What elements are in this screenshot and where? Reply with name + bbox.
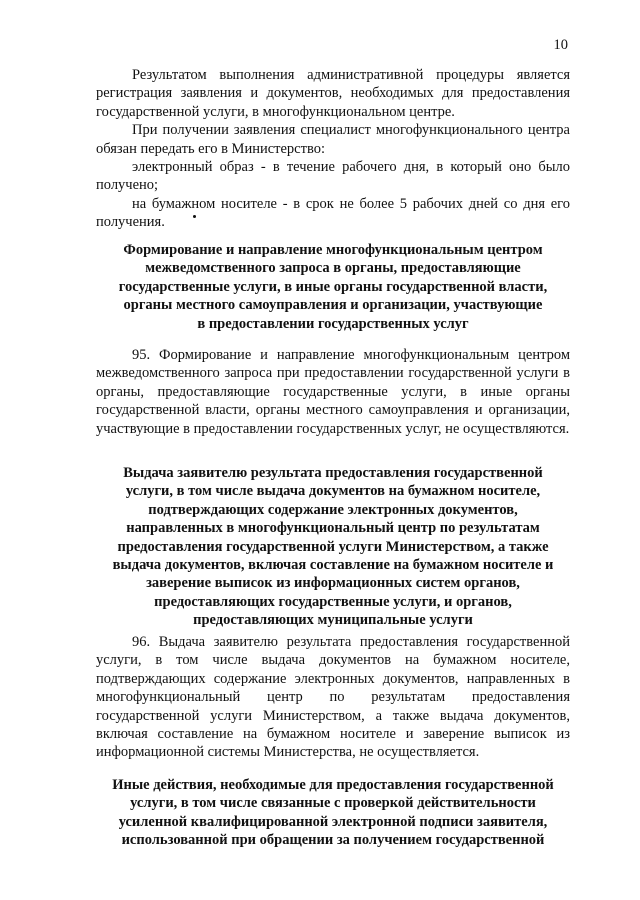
heading-line: выдача документов, включая составление на бумажном носителе и xyxy=(112,557,554,574)
heading-line: Выдача заявителю результата предоставления государственной xyxy=(123,465,543,481)
heading-result-issuance xyxy=(96,464,570,630)
heading-line: органы местного самоуправления и организации, участвующие xyxy=(123,297,543,314)
heading-other-actions xyxy=(96,776,570,850)
heading-line: использованной при обращении за получением государственной xyxy=(121,832,545,849)
heading-line: направленных в многофункциональный центр по результатам xyxy=(126,520,540,537)
heading-line: в предоставлении государственных услуг xyxy=(197,315,469,332)
paragraph-96: 96. Выдача заявителю результата предоставления государственной услуги, в том числе выдача документов на бумажном носителе, подтверждающих содержание электронных документов, направленных в многофункциональный центр по результатам предоставления государственной услуги Министерством, а также выдача документов, включая составление на бумажном носителе и заверение выписок из информационной системы Министерства, не осуществляется. xyxy=(96,634,570,761)
stray-dot xyxy=(193,215,196,218)
paragraph-95: 95. Формирование и направление многофункциональным центром межведомственного запроса при предоставлении государственной услуги в органы, предоставляющие государственные услуги, в иные органы государственной власти, органы местного самоуправления и организации, участвующие в предоставлении государственных услуг, не осуществляются. xyxy=(96,347,570,437)
section-intro xyxy=(96,66,570,232)
heading-line: предоставления государственной услуги Министерством, а также xyxy=(117,538,549,555)
section-96 xyxy=(96,633,570,762)
paragraph-paper xyxy=(96,195,570,232)
paragraph-electronic: электронный образ - в течение рабочего дня, в который оно было получено; xyxy=(96,159,570,194)
paragraph-result: Результатом выполнения административной процедуры является регистрация заявления и документов, необходимых для предоставления государственной услуги, в многофункциональном центре. xyxy=(96,67,570,120)
section-95 xyxy=(96,346,570,438)
heading-line: услуги, в том числе выдача документов на бумажном носителе, xyxy=(125,483,541,500)
heading-line: Формирование и направление многофункциональным центром xyxy=(123,242,543,258)
heading-line: государственные услуги, в иные органы государственной власти, xyxy=(118,278,548,295)
heading-line: услуги, в том числе связанные с проверкой действительности xyxy=(130,795,536,812)
paragraph-paper-text: на бумажном носителе - в срок не более 5 рабочих дней со дня его получения. xyxy=(96,195,570,231)
heading-line: межведомственного запроса в органы, предоставляющие xyxy=(145,260,521,277)
heading-line: усиленной квалифицированной электронной подписи заявителя, xyxy=(118,813,548,830)
heading-line: предоставляющих государственные услуги, и органов, xyxy=(154,593,512,610)
paragraph-receipt: При получении заявления специалист многофункционального центра обязан передать его в Министерство: xyxy=(96,122,570,157)
heading-line: подтверждающих содержание электронных документов, xyxy=(148,501,518,518)
heading-line: Иные действия, необходимые для предоставления государственной xyxy=(112,777,554,793)
heading-line: заверение выписок из информационных систем органов, xyxy=(146,575,520,592)
heading-interagency-request xyxy=(96,241,570,333)
heading-line: предоставляющих муниципальные услуги xyxy=(193,612,473,629)
page-number: 10 xyxy=(553,37,568,53)
